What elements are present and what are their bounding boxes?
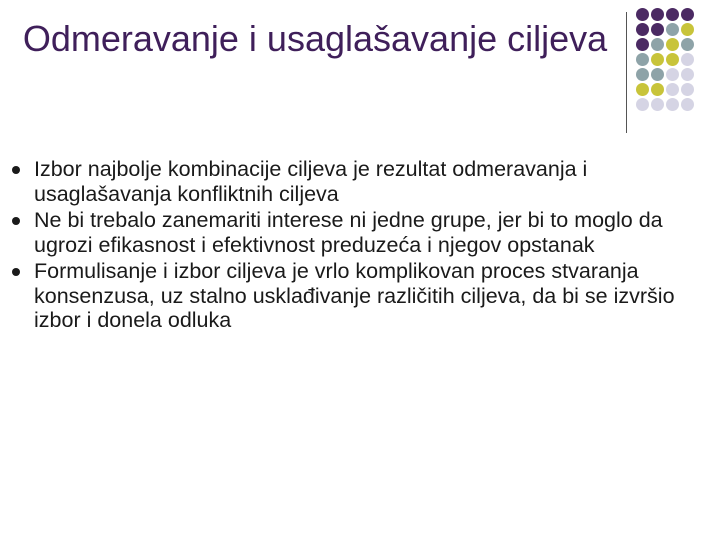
decorative-dot — [651, 83, 664, 96]
decorative-dot — [681, 53, 694, 66]
decorative-dot-grid — [636, 8, 716, 108]
decorative-dot — [681, 68, 694, 81]
bullet-item — [12, 259, 716, 333]
decorative-dot — [681, 83, 694, 96]
decorative-dot — [636, 38, 649, 51]
bullet-list — [12, 157, 716, 335]
decorative-dot — [651, 98, 664, 111]
bullet-item — [12, 208, 716, 257]
decorative-dot — [681, 23, 694, 36]
decorative-dot — [636, 23, 649, 36]
decorative-dot — [636, 68, 649, 81]
bullet-text: Formulisanje i izbor ciljeva je vrlo komplikovan proces stvaranja konsenzusa, uz stalno usklađivanje različitih ciljeva, da bi se izvršio izbor i donela odluka — [34, 259, 675, 332]
decorative-dot — [666, 98, 679, 111]
bullet-dot-icon — [12, 268, 20, 276]
decorative-dot — [666, 23, 679, 36]
bullet-text: Izbor najbolje kombinacije ciljeva je rezultat odmeravanja i usaglašavanja konfliktnih ciljeva — [34, 157, 588, 206]
decorative-dot — [651, 8, 664, 21]
bullet-item — [12, 157, 716, 206]
decorative-dot — [666, 68, 679, 81]
decorative-dot — [651, 23, 664, 36]
decorative-dot — [651, 68, 664, 81]
bullet-dot-icon — [12, 166, 20, 174]
decorative-dot — [681, 98, 694, 111]
bullet-dot-icon — [12, 217, 20, 225]
title-divider — [626, 12, 627, 133]
decorative-dot — [636, 98, 649, 111]
decorative-dot — [666, 38, 679, 51]
slide-title: Odmeravanje i usaglašavanje ciljeva — [22, 18, 608, 59]
decorative-dot — [666, 83, 679, 96]
decorative-dot — [666, 8, 679, 21]
decorative-dot — [681, 38, 694, 51]
decorative-dot — [681, 8, 694, 21]
decorative-dot — [636, 83, 649, 96]
decorative-dot — [651, 53, 664, 66]
decorative-dot — [636, 8, 649, 21]
bullet-text: Ne bi trebalo zanemariti interese ni jedne grupe, jer bi to moglo da ugrozi efikasnost i efektivnost preduzeća i njegov opstanak — [34, 208, 663, 257]
decorative-dot — [636, 53, 649, 66]
decorative-dot — [666, 53, 679, 66]
decorative-dot — [651, 38, 664, 51]
